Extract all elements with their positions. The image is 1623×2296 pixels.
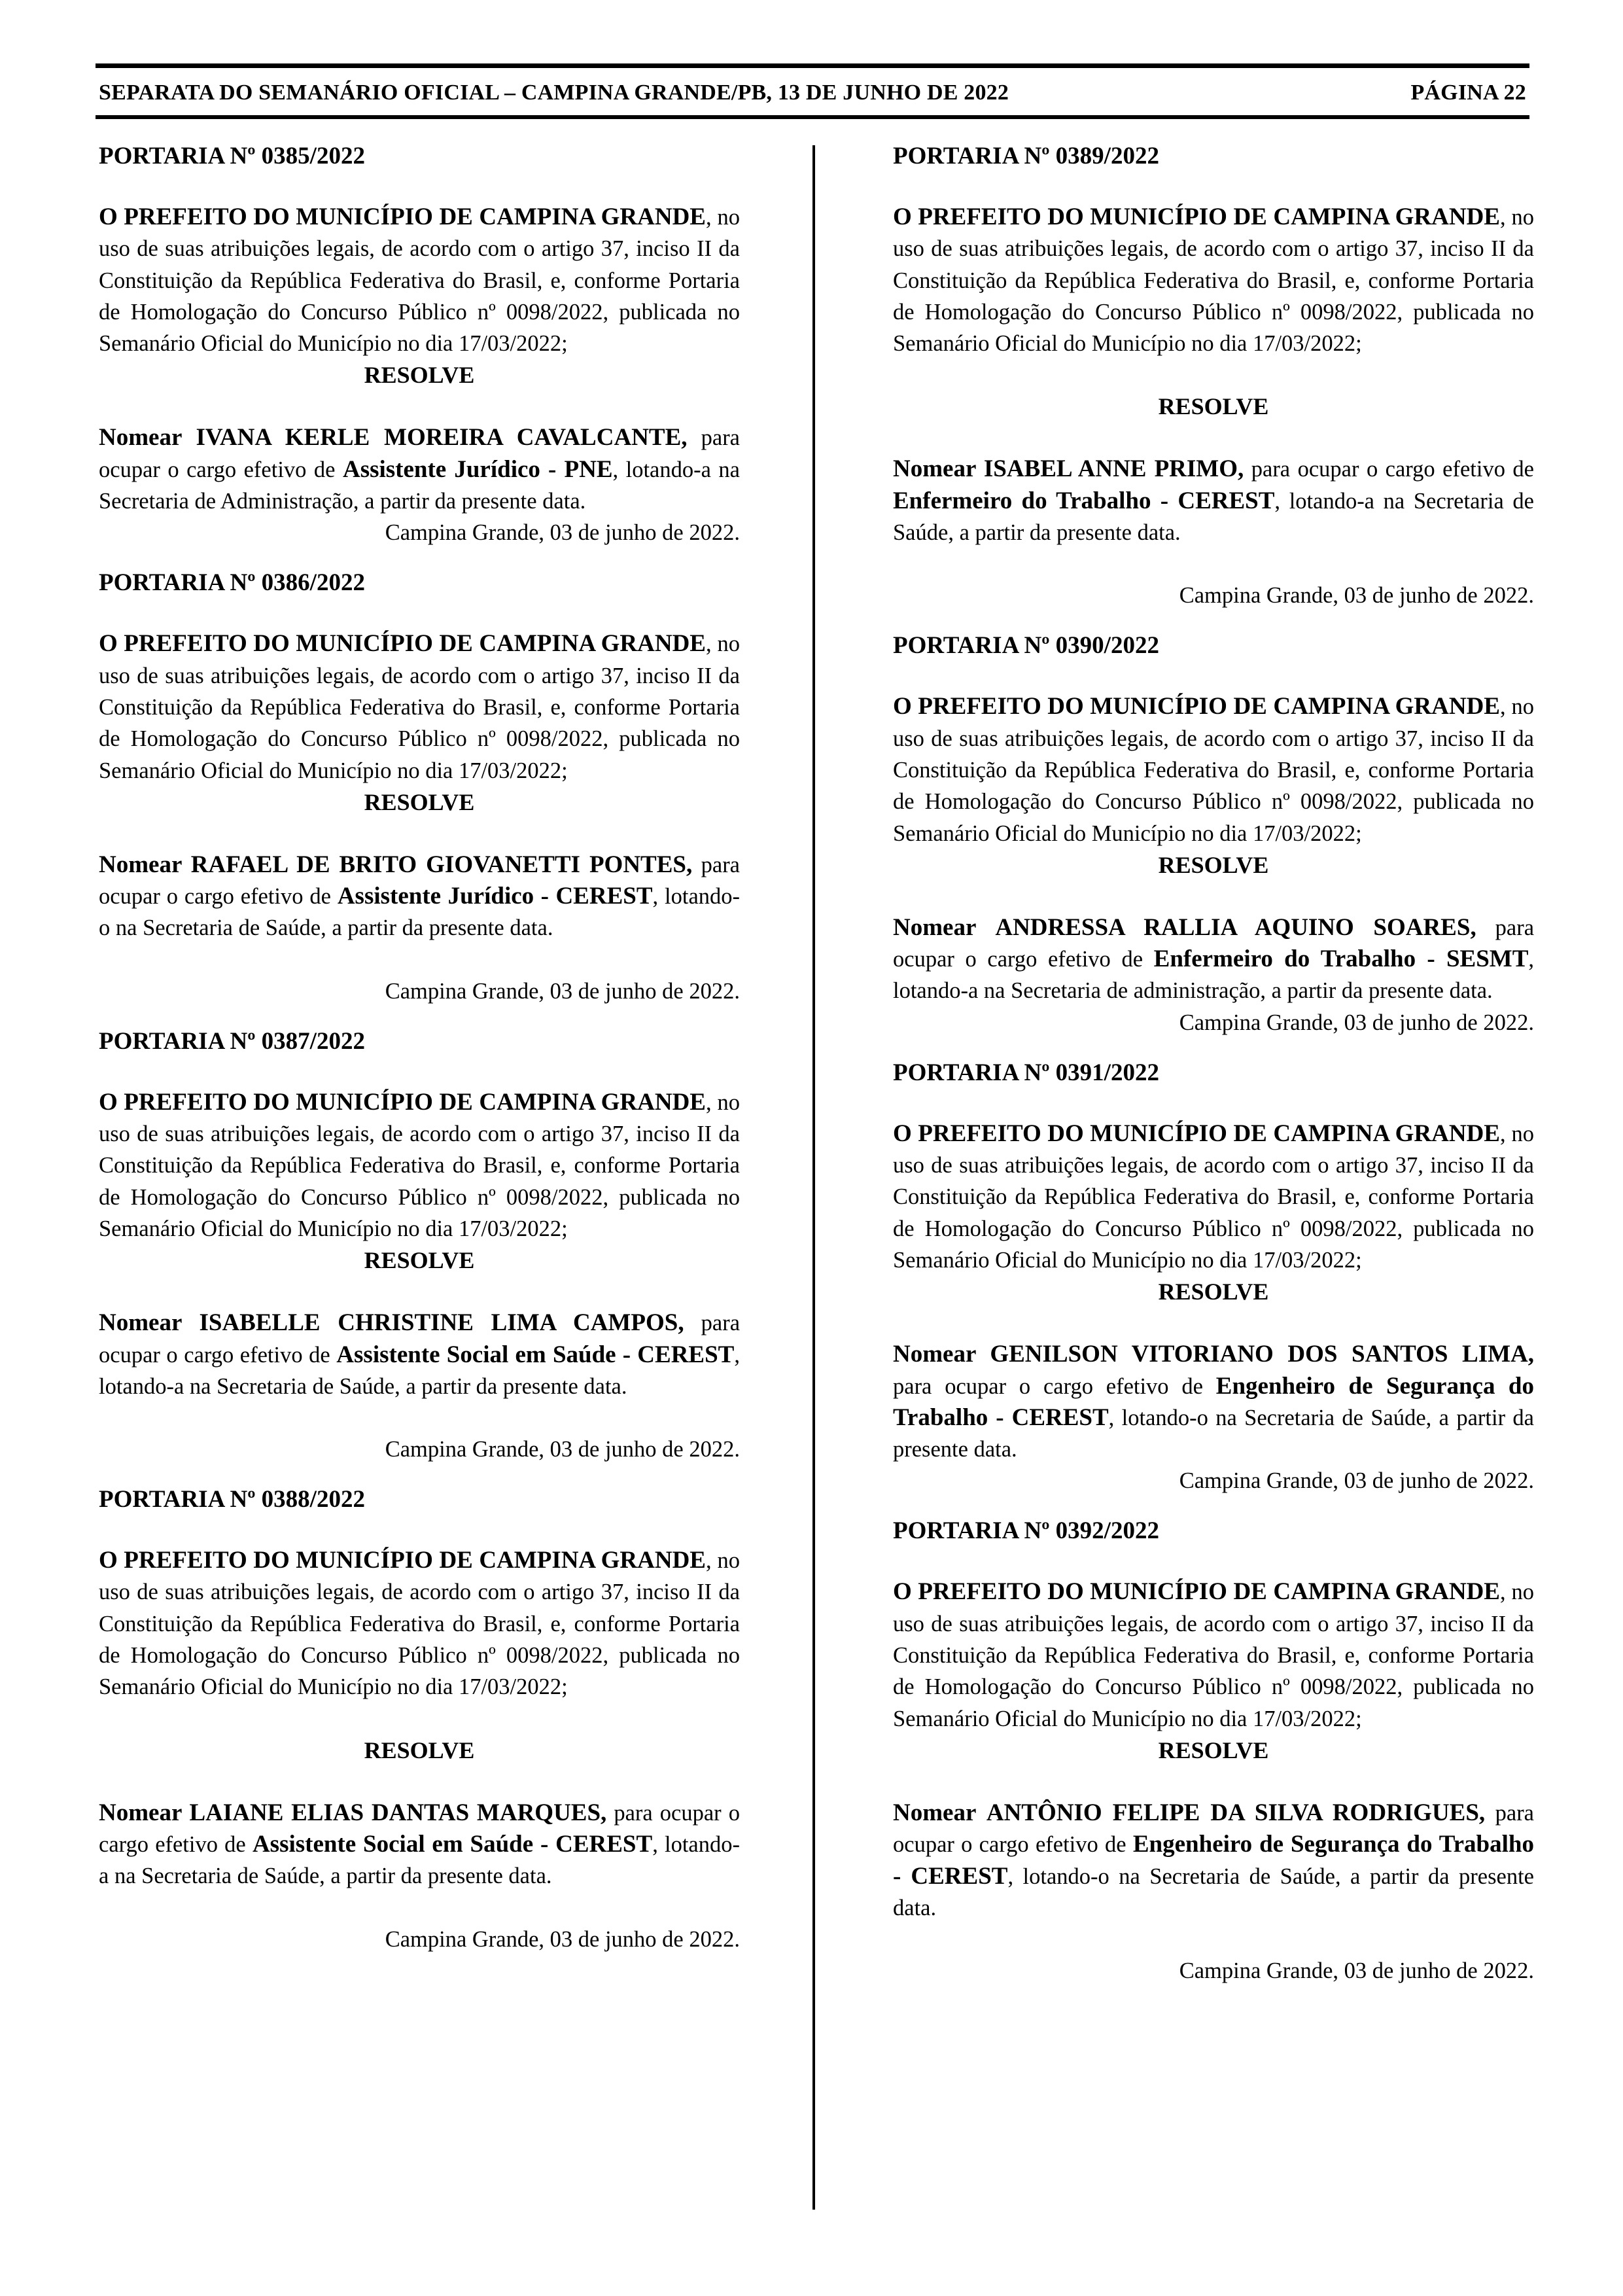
preamble-text: , no uso de suas atribuições legais, de acordo com o artigo 37, inciso II da Constituição da República Federativa do Brasil, e, conforme Portaria de Homologação do Concurso Público nº 0098/2022, publicada no Semanário Oficial do Município no dia 17/03/2022; — [99, 631, 740, 783]
appointment-mid: para ocupar o cargo efetivo de — [893, 915, 1535, 972]
portaria-0390 — [893, 631, 1534, 1038]
preamble-paragraph — [99, 202, 740, 359]
role-title: Engenheiro de Segurança do Trabalho - CEREST — [893, 1831, 1534, 1890]
portaria-title: PORTARIA Nº 0385/2022 — [99, 143, 365, 169]
authority: O PREFEITO DO MUNICÍPIO DE CAMPINA GRANDE — [99, 1088, 706, 1116]
role-title: Enfermeiro do Trabalho - SESMT — [1153, 945, 1529, 973]
column-divider — [812, 145, 815, 2210]
preamble-text: , no uso de suas atribuições legais, de acordo com o artigo 37, inciso II da Constituição da República Federativa do Brasil, e, conforme Portaria de Homologação do Concurso Público nº 0098/2022, publicada no Semanário Oficial do Município no dia 17/03/2022; — [893, 1121, 1534, 1273]
appointment-paragraph — [893, 453, 1534, 548]
role-title: Assistente Social em Saúde - CEREST — [252, 1830, 653, 1858]
appointment-paragraph — [99, 1797, 740, 1892]
resolve-heading: RESOLVE — [364, 362, 475, 389]
appointee-name: IVANA KERLE MOREIRA CAVALCANTE, — [196, 424, 688, 451]
nomear-label: Nomear — [99, 424, 183, 451]
authority: O PREFEITO DO MUNICÍPIO DE CAMPINA GRANDE — [893, 1120, 1500, 1147]
nomear-label: Nomear — [99, 1799, 183, 1826]
preamble-paragraph — [893, 1576, 1534, 1734]
appointee-name: ISABEL ANNE PRIMO, — [983, 455, 1244, 483]
header-bottom-rule — [96, 115, 1529, 119]
appointment-paragraph — [99, 422, 740, 517]
preamble-paragraph — [99, 1545, 740, 1703]
signoff: Campina Grande, 03 de junho de 2022. — [385, 520, 740, 546]
authority: O PREFEITO DO MUNICÍPIO DE CAMPINA GRANDE — [893, 1578, 1500, 1606]
appointment-rest: , lotando-a na Secretaria de Saúde, a partir da presente data. — [99, 1831, 740, 1889]
appointment-mid: para ocupar o cargo efetivo de — [99, 1311, 741, 1368]
role-title: Assistente Jurídico - PNE — [342, 455, 613, 483]
nomear-label: Nomear — [893, 455, 977, 483]
portaria-title: PORTARIA Nº 0386/2022 — [99, 569, 365, 597]
portaria-0387 — [99, 1027, 740, 1465]
appointment-rest: , lotando-a na Secretaria de Administração, a partir da presente data. — [99, 457, 740, 514]
portaria-title: PORTARIA Nº 0387/2022 — [99, 1027, 365, 1055]
appointment-paragraph — [99, 849, 740, 944]
appointee-name: ANTÔNIO FELIPE DA SILVA RODRIGUES, — [986, 1799, 1486, 1826]
portaria-0391 — [893, 1058, 1534, 1497]
nomear-label: Nomear — [99, 851, 183, 878]
appointment-rest: , lotando-a na Secretaria de Saúde, a partir da presente data. — [893, 488, 1534, 546]
resolve-heading: RESOLVE — [364, 788, 475, 815]
resolve-heading: RESOLVE — [364, 1737, 475, 1763]
authority: O PREFEITO DO MUNICÍPIO DE CAMPINA GRANDE — [99, 1547, 706, 1574]
portaria-title: PORTARIA Nº 0390/2022 — [893, 632, 1159, 660]
appointment-rest: , lotando-a na Secretaria de Saúde, a partir da presente data. — [99, 1342, 740, 1399]
resolve-heading: RESOLVE — [1158, 1737, 1269, 1763]
preamble-text: , no uso de suas atribuições legais, de acordo com o artigo 37, inciso II da Constituição da República Federativa do Brasil, e, conforme Portaria de Homologação do Concurso Público nº 0098/2022, publicada no Semanário Oficial do Município no dia 17/03/2022; — [99, 1089, 740, 1241]
authority: O PREFEITO DO MUNICÍPIO DE CAMPINA GRANDE — [893, 693, 1500, 720]
appointee-name: ISABELLE CHRISTINE LIMA CAMPOS, — [199, 1309, 684, 1337]
appointment-mid: para ocupar o cargo efetivo de — [893, 1800, 1534, 1858]
authority: O PREFEITO DO MUNICÍPIO DE CAMPINA GRANDE — [893, 203, 1500, 230]
preamble-text: , no uso de suas atribuições legais, de acordo com o artigo 37, inciso II da Constituição da República Federativa do Brasil, e, conforme Portaria de Homologação do Concurso Público nº 0098/2022, publicada no Semanário Oficial do Município no dia 17/03/2022; — [99, 205, 740, 357]
signoff: Campina Grande, 03 de junho de 2022. — [385, 1926, 740, 1952]
preamble-text: , no uso de suas atribuições legais, de acordo com o artigo 37, inciso II da Constituição da República Federativa do Brasil, e, conforme Portaria de Homologação do Concurso Público nº 0098/2022, publicada no Semanário Oficial do Município no dia 17/03/2022; — [893, 1580, 1534, 1731]
appointment-rest: , lotando-a na Secretaria de administração, a partir da presente data. — [893, 947, 1534, 1004]
right-column — [893, 141, 1534, 1987]
portaria-0386 — [99, 568, 740, 1006]
portaria-title: PORTARIA Nº 0391/2022 — [893, 1059, 1159, 1086]
preamble-paragraph — [893, 202, 1534, 359]
appointment-rest: , lotando-o na Secretaria de Saúde, a partir da presente data. — [893, 1405, 1534, 1462]
signoff: Campina Grande, 03 de junho de 2022. — [1179, 583, 1534, 609]
resolve-heading: RESOLVE — [1158, 1279, 1269, 1305]
appointee-name: LAIANE ELIAS DANTAS MARQUES, — [189, 1799, 607, 1826]
signoff: Campina Grande, 03 de junho de 2022. — [1179, 1010, 1534, 1035]
role-title: Enfermeiro do Trabalho - CEREST — [893, 487, 1275, 514]
preamble-paragraph — [893, 1118, 1534, 1276]
signoff: Campina Grande, 03 de junho de 2022. — [385, 978, 740, 1004]
appointment-mid: para ocupar o cargo efetivo de — [99, 852, 740, 910]
authority: O PREFEITO DO MUNICÍPIO DE CAMPINA GRANDE — [99, 203, 706, 230]
portaria-0389 — [893, 141, 1534, 611]
nomear-label: Nomear — [893, 913, 977, 941]
appointment-paragraph — [893, 1797, 1534, 1924]
appointment-mid: para ocupar o cargo efetivo de — [99, 1800, 740, 1857]
appointment-paragraph — [893, 912, 1534, 1007]
publication-title: SEPARATA DO SEMANÁRIO OFICIAL – CAMPINA GRANDE/PB, 13 DE JUNHO DE 2022 — [99, 80, 1009, 105]
portaria-0392 — [893, 1516, 1534, 1987]
authority: O PREFEITO DO MUNICÍPIO DE CAMPINA GRANDE — [99, 630, 706, 658]
preamble-paragraph — [99, 628, 740, 786]
header-top-rule — [96, 63, 1529, 68]
portaria-0388 — [99, 1485, 740, 1954]
appointment-paragraph — [893, 1339, 1534, 1465]
preamble-text: , no uso de suas atribuições legais, de acordo com o artigo 37, inciso II da Constituição da República Federativa do Brasil, e, conforme Portaria de Homologação do Concurso Público nº 0098/2022, publicada no Semanário Oficial do Município no dia 17/03/2022; — [893, 694, 1534, 846]
preamble-text: , no uso de suas atribuições legais, de acordo com o artigo 37, inciso II da Constituição da República Federativa do Brasil, e, conforme Portaria de Homologação do Concurso Público nº 0098/2022, publicada no Semanário Oficial do Município no dia 17/03/2022; — [893, 205, 1534, 357]
role-title: Assistente Social em Saúde - CEREST — [336, 1341, 735, 1368]
appointee-name: GENILSON VITORIANO DOS SANTOS LIMA, — [990, 1341, 1534, 1368]
page-number: PÁGINA 22 — [1410, 80, 1526, 105]
left-column — [99, 141, 740, 1955]
signoff: Campina Grande, 03 de junho de 2022. — [385, 1437, 740, 1462]
appointment-mid: para ocupar o cargo efetivo de — [99, 425, 740, 482]
portaria-title: PORTARIA Nº 0392/2022 — [893, 1517, 1159, 1545]
role-title: Engenheiro de Segurança do Trabalho - CEREST — [893, 1372, 1534, 1431]
signoff: Campina Grande, 03 de junho de 2022. — [1179, 1958, 1534, 1984]
preamble-paragraph — [893, 691, 1534, 849]
preamble-text: , no uso de suas atribuições legais, de acordo com o artigo 37, inciso II da Constituição da República Federativa do Brasil, e, conforme Portaria de Homologação do Concurso Público nº 0098/2022, publicada no Semanário Oficial do Município no dia 17/03/2022; — [99, 1548, 740, 1700]
signoff: Campina Grande, 03 de junho de 2022. — [1179, 1468, 1534, 1494]
appointee-name: ANDRESSA RALLIA AQUINO SOARES, — [995, 913, 1476, 941]
resolve-heading: RESOLVE — [364, 1247, 475, 1274]
page-header — [99, 73, 1526, 113]
portaria-0385 — [99, 141, 740, 548]
appointee-name: RAFAEL DE BRITO GIOVANETTI PONTES, — [190, 851, 693, 878]
nomear-label: Nomear — [893, 1799, 977, 1826]
appointment-paragraph — [99, 1307, 740, 1402]
nomear-label: Nomear — [99, 1309, 183, 1337]
resolve-heading: RESOLVE — [1158, 393, 1269, 420]
portaria-title: PORTARIA Nº 0389/2022 — [893, 143, 1159, 169]
appointment-mid: para ocupar o cargo efetivo de — [1244, 457, 1534, 482]
role-title: Assistente Jurídico - CEREST — [337, 883, 653, 910]
appointment-rest: , lotando-o na Secretaria de Saúde, a partir da presente data. — [99, 884, 741, 941]
preamble-paragraph — [99, 1087, 740, 1245]
nomear-label: Nomear — [893, 1341, 977, 1368]
resolve-heading: RESOLVE — [1158, 851, 1269, 878]
appointment-mid: para ocupar o cargo efetivo de — [893, 1373, 1216, 1399]
portaria-title: PORTARIA Nº 0388/2022 — [99, 1486, 365, 1513]
appointment-rest: , lotando-o na Secretaria de Saúde, a partir da presente data. — [893, 1863, 1534, 1920]
